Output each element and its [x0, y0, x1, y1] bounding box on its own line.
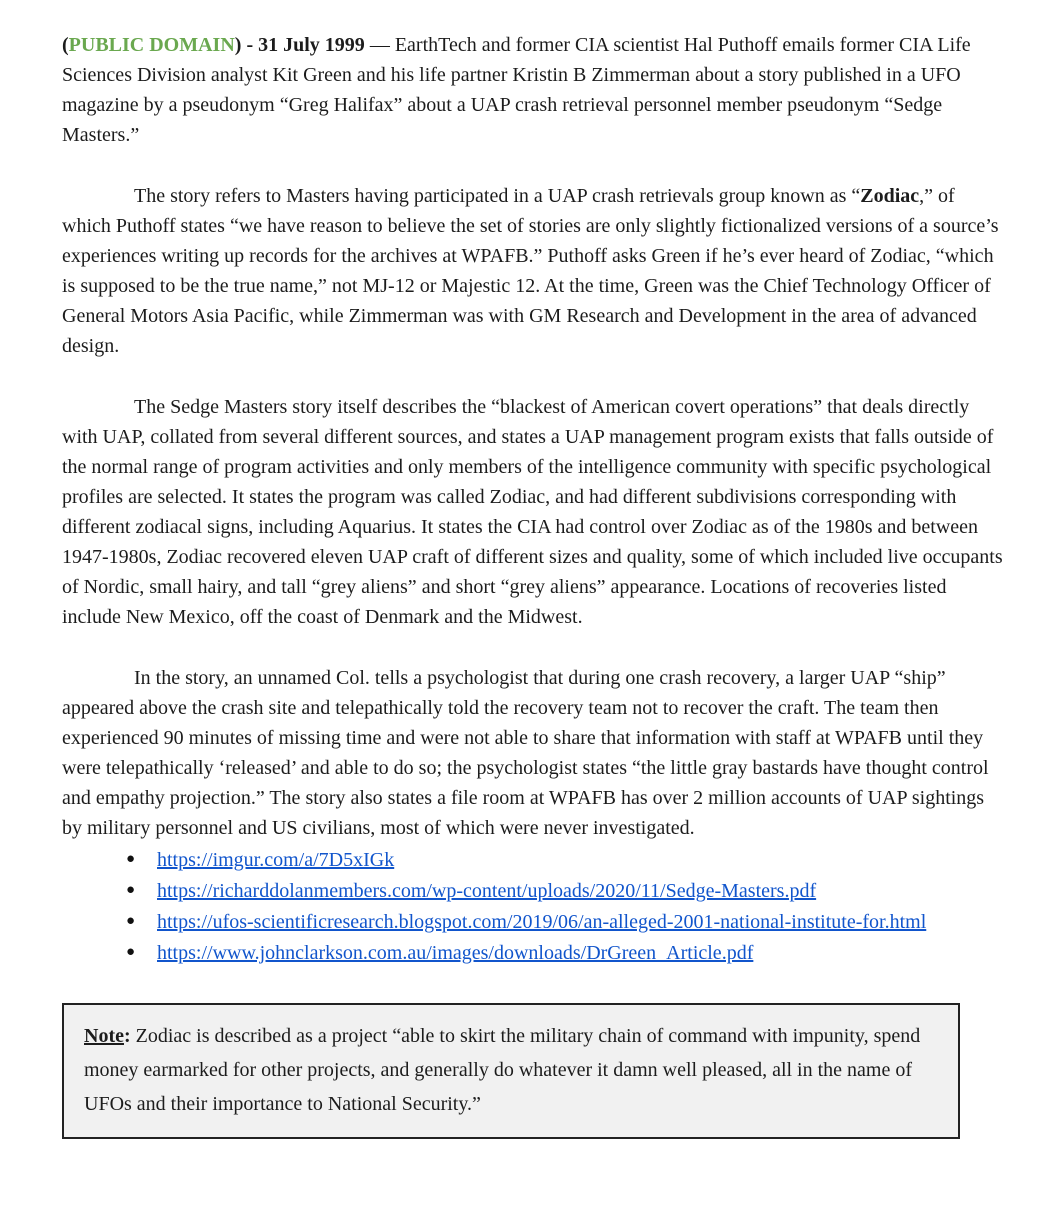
paragraph-crash-recovery — [62, 663, 1007, 843]
paragraph-public-domain — [62, 30, 1007, 150]
list-item — [62, 907, 1007, 938]
bullet-icon: ● — [126, 913, 136, 929]
zodiac-text-after: ,” of which Puthoff states “we have reason to believe the set of stories are only slightly fictionalized versions of a source’s experiences writing up records for the archives at WPAFB.” Puthoff asks Green if he’s ever heard of Zodiac, “which is supposed to be the true name,” not MJ-12 or Majestic 12. At the time, Green was the Chief Technology Officer of General Motors Asia Pacific, while Zimmerman was with GM Research and Development in the area of advanced design. — [62, 185, 999, 357]
bullet-icon: ● — [126, 882, 136, 898]
list-item — [62, 938, 1007, 969]
zodiac-bold-term: Zodiac — [860, 185, 920, 207]
note-text: Zodiac is described as a project “able to skirt the military chain of command with impunity, spend money earmarked for other projects, and generally do whatever it damn well pleased, all in the name of UFOs and their importance to National Security.” — [84, 1025, 921, 1115]
note-box — [62, 1003, 960, 1139]
note-label: Note — [84, 1025, 124, 1047]
public-domain-close-paren: ) — [234, 34, 242, 56]
public-domain-label: PUBLIC DOMAIN — [68, 34, 235, 56]
note-colon: : — [123, 1025, 136, 1047]
note-paragraph — [84, 1019, 938, 1121]
entry-date: - 31 July 1999 — [241, 34, 370, 56]
bullet-icon: ● — [126, 944, 136, 960]
link-imgur[interactable]: https://imgur.com/a/7D5xIGk — [157, 849, 395, 871]
zodiac-text-before: The story refers to Masters having participated in a UAP crash retrievals group known as “ — [134, 185, 861, 207]
paragraph-zodiac-claims — [62, 181, 1007, 361]
link-ufos-scientificresearch-blog[interactable]: https://ufos-scientificresearch.blogspot.com/2019/06/an-alleged-2001-national-institute-for.html — [157, 911, 927, 933]
link-drgreen-article-pdf[interactable]: https://www.johnclarkson.com.au/images/downloads/DrGreen_Article.pdf — [157, 942, 754, 964]
colonel-text: In the story, an unnamed Col. tells a psychologist that during one crash recovery, a larger UAP “ship” appeared above the crash site and telepathically told the recovery team not to recover the craft. The team then experienced 90 minutes of missing time and were not able to share that information with staff at WPAFB until they were telepathically ‘released’ and able to do so; the psychologist states “the little gray bastards have thought control and empathy projection.” The story also states a file room at WPAFB has over 2 million accounts of UAP sightings by military personnel and US civilians, most of which were never investigated. — [62, 667, 989, 839]
list-item — [62, 845, 1007, 876]
source-link-list — [62, 845, 1007, 969]
story-text: The Sedge Masters story itself describes the “blackest of American covert operations” that deals directly with UAP, collated from several different sources, and states a UAP management program exists that falls outside of the normal range of program activities and only members of the intelligence community with specific psychological profiles are selected. It states the program was called Zodiac, and had different subdivisions corresponding with different zodiacal signs, including Aquarius. It states the CIA had control over Zodiac as of the 1980s and between 1947-1980s, Zodiac recovered eleven UAP craft of different sizes and quality, some of which included live occupants of Nordic, small hairy, and tall “grey aliens” and short “grey aliens” appearance. Locations of recoveries listed include New Mexico, off the coast of Denmark and the Midwest. — [62, 396, 1003, 628]
paragraph-sedge-masters-story — [62, 392, 1007, 632]
public-domain-open-paren: ( — [62, 34, 69, 56]
link-sedge-masters-pdf[interactable]: https://richarddolanmembers.com/wp-content/uploads/2020/11/Sedge-Masters.pdf — [157, 880, 817, 902]
list-item — [62, 876, 1007, 907]
bullet-icon: ● — [126, 851, 136, 867]
date-separator-dash: — — [369, 34, 395, 56]
intro-text: EarthTech and former CIA scientist Hal Puthoff emails former CIA Life Sciences Division analyst Kit Green and his life partner Kristin B Zimmerman about a story published in a UFO magazine by a pseudonym “Greg Halifax” about a UAP crash retrieval personnel member pseudonym “Sedge Masters.” — [62, 34, 971, 146]
